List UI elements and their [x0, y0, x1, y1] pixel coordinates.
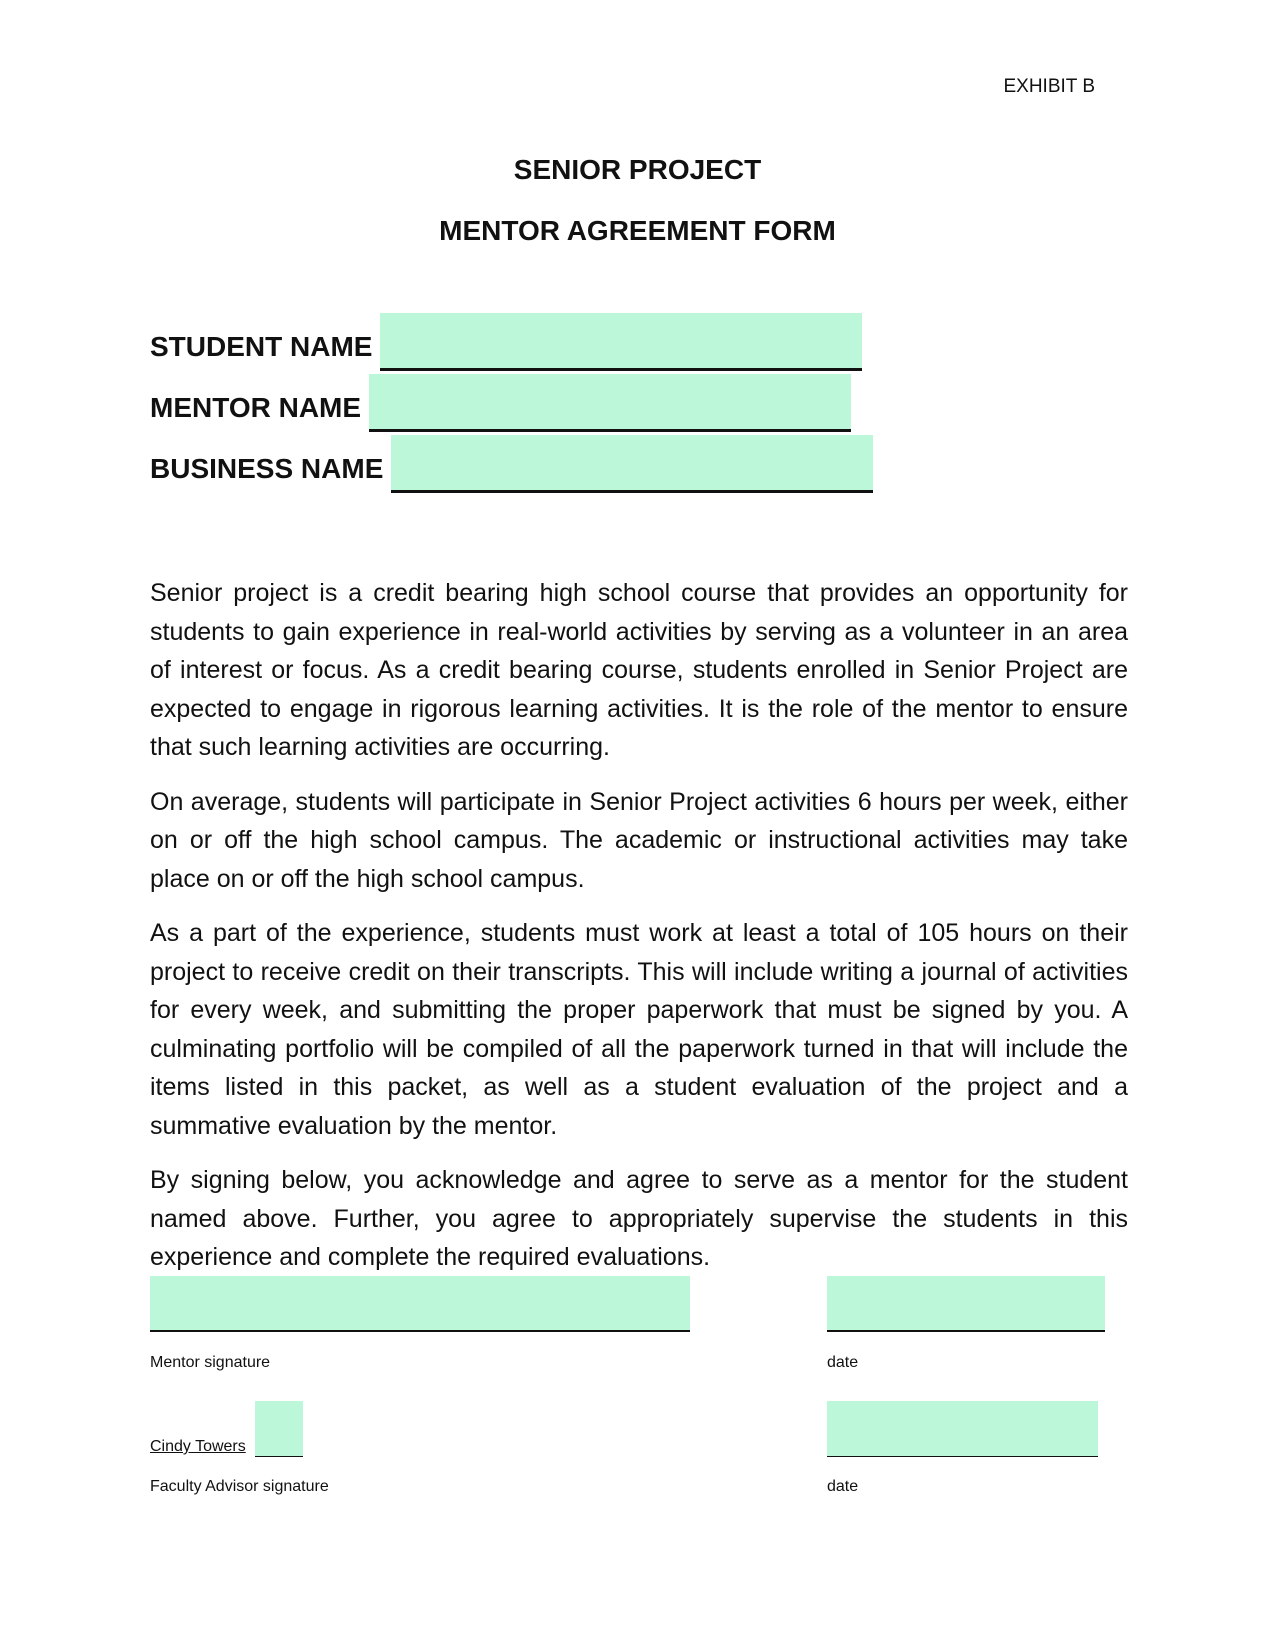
business-name-field[interactable]: [391, 435, 873, 493]
paragraph-requirements: As a part of the experience, students must work at least a total of 105 hours on their project to receive credit on their transcripts. This will include writing a journal of activities for every week, and submitting the proper paperwork that must be signed by you. A culminating portfolio will be compiled of all the paperwork turned in that will include the items listed in this packet, as well as a student evaluation of the project and a summative evaluation by the mentor.: [150, 919, 1128, 1140]
mentor-date-label: date: [827, 1354, 859, 1371]
mentor-name-label: MENTOR NAME: [150, 392, 362, 423]
paragraph-hours: On average, students will participate in Senior Project activities 6 hours per week, either on or off the high school campus. The academic or instructional activities may take place on or off the high school campus.: [150, 787, 1128, 893]
student-name-field[interactable]: [380, 313, 862, 371]
mentor-name-row: [150, 372, 851, 432]
student-name-label: STUDENT NAME: [150, 331, 373, 362]
agreement-body: [150, 574, 1128, 1293]
exhibit-label: EXHIBIT B: [1003, 76, 1095, 97]
advisor-name: Cindy Towers: [150, 1438, 246, 1455]
advisor-date-field[interactable]: [827, 1401, 1098, 1457]
advisor-signature-field[interactable]: [255, 1401, 303, 1457]
business-name-label: BUSINESS NAME: [150, 453, 384, 484]
mentor-signature-field[interactable]: [150, 1276, 690, 1332]
advisor-signature-label: Faculty Advisor signature: [150, 1478, 329, 1495]
form-title: SENIOR PROJECT: [513, 154, 762, 185]
advisor-date-label: date: [827, 1478, 859, 1495]
student-name-row: [150, 311, 862, 371]
form-subtitle: MENTOR AGREEMENT FORM: [439, 215, 836, 246]
mentor-signature-label: Mentor signature: [150, 1354, 271, 1371]
business-name-row: [150, 433, 873, 493]
mentor-date-field[interactable]: [827, 1276, 1105, 1332]
paragraph-overview: Senior project is a credit bearing high school course that provides an opportunity for students to gain experience in real-world activities by serving as a volunteer in an area of interest or focus. As a credit bearing course, students enrolled in Senior Project are expected to engage in rigorous learning activities. It is the role of the mentor to ensure that such learning activities are occurring.: [150, 579, 1128, 761]
mentor-name-field[interactable]: [369, 374, 851, 432]
paragraph-acknowledgement: By signing below, you acknowledge and agree to serve as a mentor for the student named above. Further, you agree to appropriately supervise the students in this experience and complete the required evaluations.: [150, 1166, 1128, 1271]
